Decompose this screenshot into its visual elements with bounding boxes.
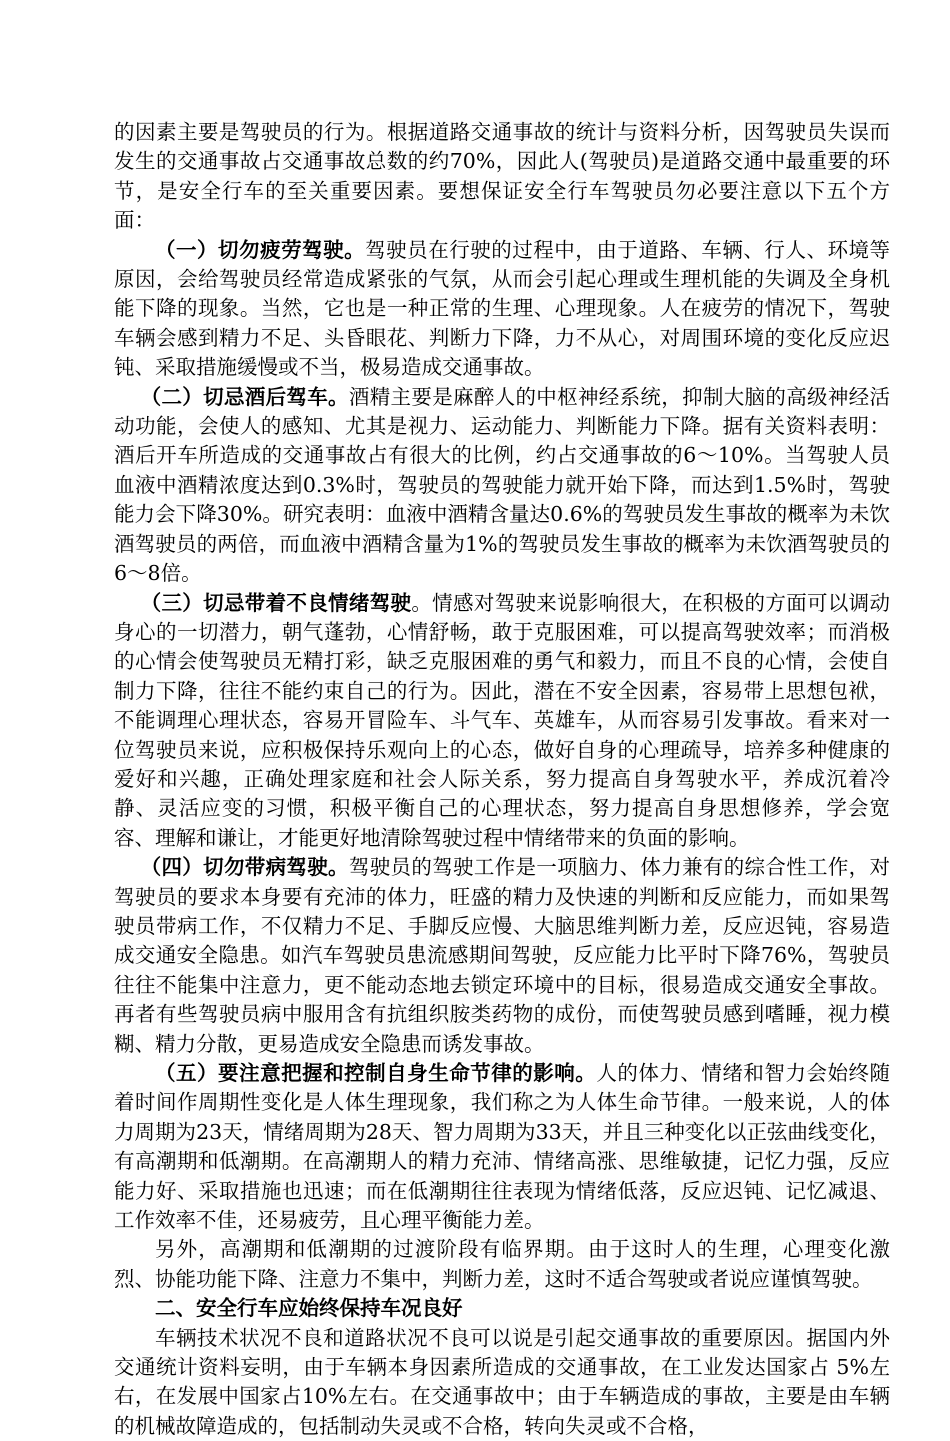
fatigue-heading: （一）切勿疲劳驾驶。 — [155, 237, 366, 262]
illness-text: 驾驶员的驾驶工作是一项脑力、体力兼有的综合性工作，对驾驶员的要求本身要有充沛的体力，旺盛的精力及快速的判断和反应能力，而如果驾驶员带病工作，不仅精力不足、手脚反应慢、大脑思维判断力差，反应迟钝，容易造成交通安全隐患。如汽车驾驶员患流感期间驾驶，反应能力比平时下降76%，驾驶员往往不能集中注意力，更不能动态地去锁定环境中的目标，很易造成交通安全事故。再者有些驾驶员病中服用含有抗组织胺类药物的成份，而使驾驶员感到嗜睡，视力模糊、精力分散，更易造成安全隐患而诱发事故。 — [114, 855, 891, 1056]
section-2-heading: 二、安全行车应始终保持车况良好 — [155, 1296, 463, 1321]
vehicle-condition-paragraph: 车辆技术状况不良和道路状况不良可以说是引起交通事故的重要原因。据国内外交通统计资料妄明，由于车辆本身因素所造成的交通事故，在工业发达国家占 5%左右，在发展中国家占10%左右。在交通事故中；由于车辆造成的事故，主要是由车辆的机械故障造成的，包括制动失灵或不合格，转向失灵或不合格， — [114, 1325, 890, 1438]
document-page — [114, 118, 890, 1441]
fatigue-paragraph — [114, 236, 890, 383]
biorhythm-text: 人的体力、情绪和智力会始终随着时间作周期性变化是人体生理现象，我们称之为人体生命节律。一般来说，人的体力周期为23天，情绪周期为28天、智力周期为33天，并且三种变化以正弦曲线变化，有高潮期和低潮期。在高潮期人的精力充沛、情绪高涨、思维敏捷，记忆力强，反应能力好、采取措施也迅速；而在低潮期往往表现为情绪低落，反应迟钝、记忆减退、工作效率不佳，还易疲劳，且心理平衡能力差。 — [114, 1061, 891, 1233]
emotion-paragraph — [114, 589, 890, 854]
drunk-driving-heading: （二）切忌酒后驾车。 — [140, 384, 349, 409]
emotion-text: 。情感对驾驶来说影响很大，在积极的方面可以调动身心的一切潜力，朝气蓬勃，心情舒畅，敢于克服困难，可以提高驾驶效率；而消极的心情会使驾驶员无精打彩，缺乏克服困难的勇气和毅力，而且不良的心情，会使自制力下降，往往不能约束自己的行为。因此，潜在不安全因素，容易带上思想包袱，不能调理心理状态，容易开冒险车、斗气车、英雄车，从而容易引发事故。看来对一位驾驶员来说，应积极保持乐观向上的心态，做好自身的心理疏导，培养多种健康的爱好和兴趣，正确处理家庭和社会人际关系，努力提高自身驾驶水平，养成沉着冷静、灵活应变的习惯，积极平衡自己的心理状态，努力提高自身思想修养，学会宽容、理解和谦让，才能更好地清除驾驶过程中情绪带来的负面的影响。 — [114, 590, 890, 850]
fatigue-text: 驾驶员在行驶的过程中，由于道路、车辆、行人、环境等原因，会给驾驶员经常造成紧张的气氛，从而会引起心理或生理机能的失调及全身机能下降的现象。当然，它也是一种正常的生理、心理现象。人在疲劳的情况下，驾驶车辆会感到精力不足、头昏眼花、判断力下降，力不从心，对周围环境的变化反应迟钝、采取措施缓慢或不当，极易造成交通事故。 — [114, 237, 891, 380]
biorhythm-heading: （五）要注意把握和控制自身生命节律的影响。 — [155, 1061, 597, 1085]
drunk-driving-text: 酒精主要是麻醉人的中枢神经系统，抑制大脑的高级神经活动功能，会使人的感知、尤其是视力、运动能力、判断能力下降。据有关资料表明：酒后开车所造成的交通事故占有很大的比例，约占交通事故的6～10%。当驾驶人员血液中酒精浓度达到0.3%时，驾驶员的驾驶能力就开始下降，而达到1.5%时，驾驶能力会下降30%。研究表明：血液中酒精含量达0.6%的驾驶员发生事故的概率为未饮酒驾驶员的两倍，而血液中酒精含量为1%的驾驶员发生事故的概率为未饮酒驾驶员的6～8倍。 — [114, 384, 891, 586]
emotion-heading: （三）切忌带着不良情绪驾驶 — [140, 590, 412, 615]
intro-paragraph: 的因素主要是驾驶员的行为。根据道路交通事故的统计与资料分析，因驾驶员失误而发生的交通事故占交通事故总数的约70%，因此人(驾驶员)是道路交通中最重要的环节，是安全行车的至关重要因素。要想保证安全行车驾驶员勿必要注意以下五个方面： — [114, 120, 890, 233]
illness-heading: （四）切勿带病驾驶。 — [140, 855, 349, 880]
illness-paragraph — [114, 853, 890, 1059]
critical-period-paragraph: 另外，高潮期和低潮期的过渡阶段有临界期。由于这时人的生理，心理变化激烈、协能功能下降、注意力不集中，判断力差，这时不适合驾驶或者说应谨慎驾驶。 — [114, 1237, 890, 1291]
biorhythm-paragraph — [114, 1059, 890, 1235]
drunk-driving-paragraph — [114, 383, 890, 589]
